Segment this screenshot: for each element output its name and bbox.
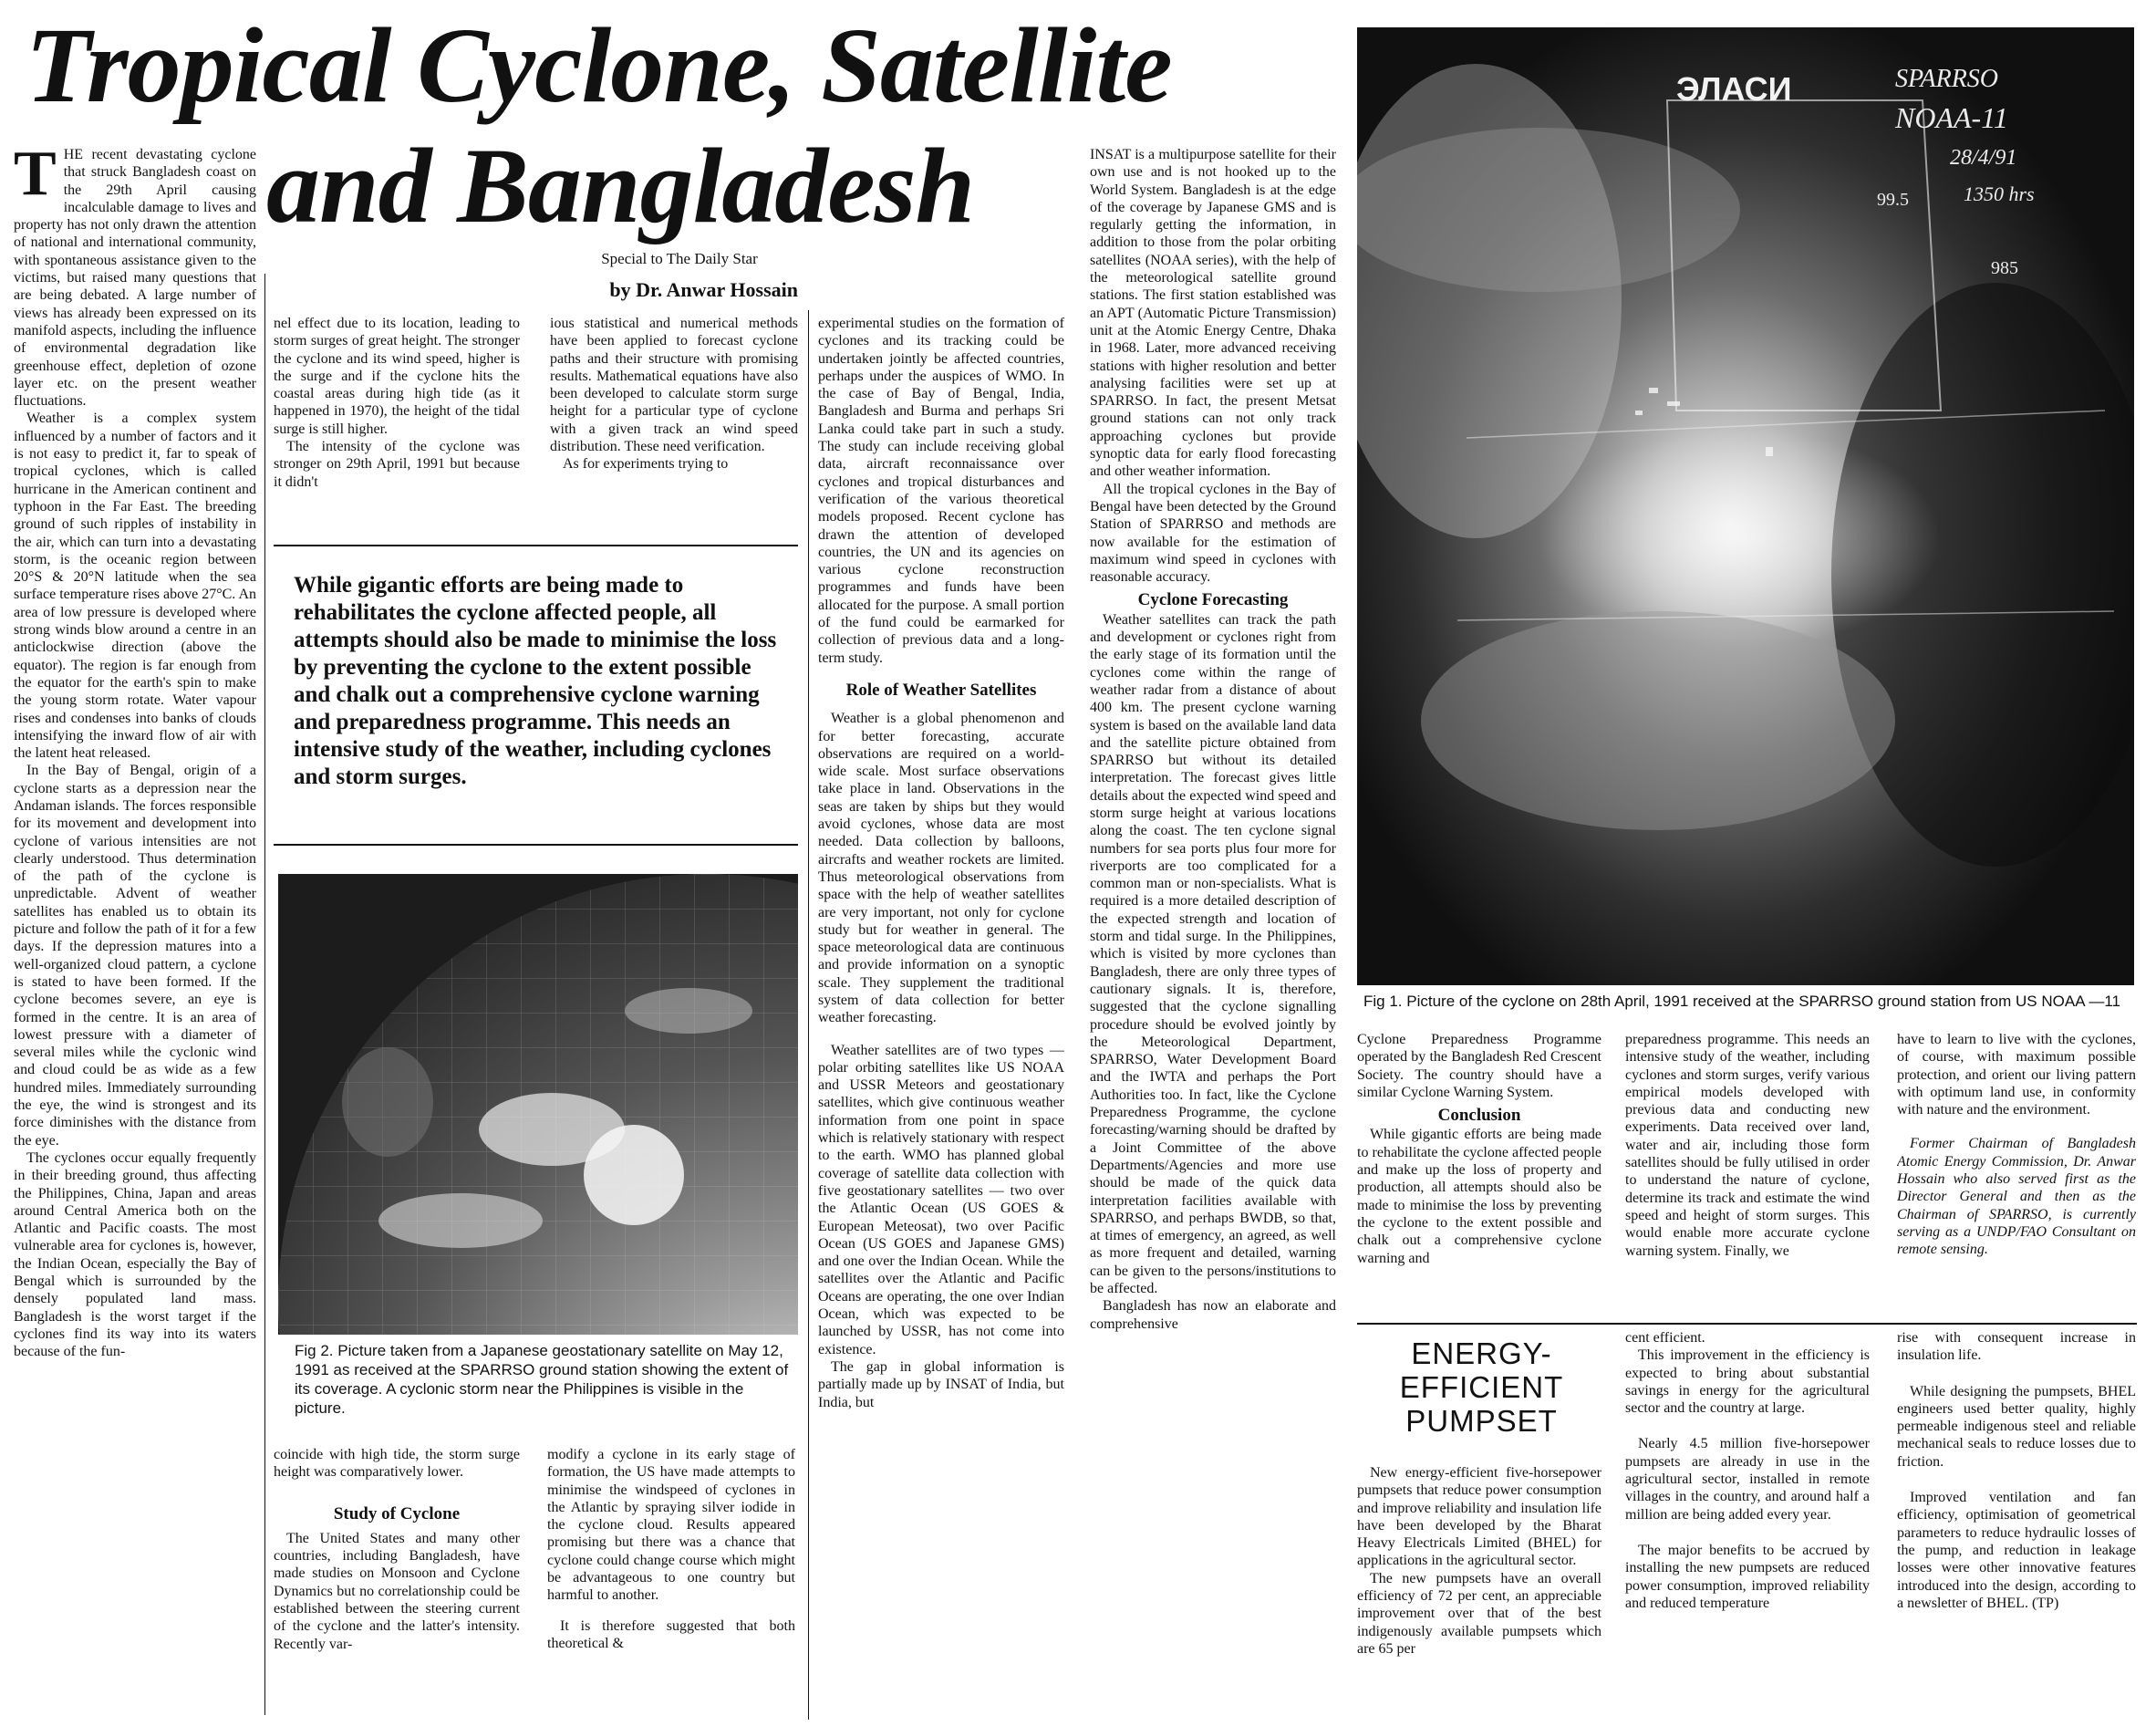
forecast-heading: Cyclone Forecasting	[1137, 590, 1289, 610]
fig1-annotation-satellite: NOAA-11	[1895, 101, 2008, 134]
section-rule	[1357, 1323, 2137, 1325]
paragraph: rise with consequent increase in insulation life.	[1897, 1330, 2136, 1364]
energy-headline	[1361, 1336, 1602, 1438]
article-column-3-bottom	[547, 1446, 795, 1720]
article-column-7	[1625, 1031, 1870, 1314]
article-column-3-top	[550, 315, 798, 534]
paragraph: cent efficient.	[1625, 1330, 1705, 1346]
paragraph: HE recent devastating cyclone that struck Bangladesh coast on the 29th April causing incalculable damage to lives and property has not only drawn the attention of national and international community, with spontaneous assistance given to the victims, but raised many questions that are being debated. A large number of views has already been expressed on its manifold aspects, including the influence of environmental degradation like greenhouse effect, depletion of ozone layer etc. on the present weather fluctuations.	[14, 147, 256, 410]
column-rule	[264, 274, 265, 1715]
energy-column-2	[1625, 1329, 1870, 1724]
paragraph: The United States and many other countries, including Bangladesh, have made studies on Monsoon and Cyclone Dynamics but no correlationship could be established between the steering current of the cyclone and the latter's intensity. Recently var-	[274, 1530, 520, 1652]
fig1-annotation-station: SPARRSO	[1895, 65, 1999, 93]
energy-column-3	[1897, 1329, 2136, 1724]
conclusion-heading: Conclusion	[1437, 1106, 1521, 1126]
fig1-annotation-pressure-2: 985	[1991, 258, 2018, 278]
article-column-2-bottom	[274, 1446, 520, 1720]
role-heading: Role of Weather Satellites	[845, 680, 1037, 700]
paragraph: modify a cyclone in its early stage of formation, the US have made attempts to minimise the windspeed of cyclones in the Atlantic by spraying silver iodide in the cyclone cloud. Results appeared promising but there was a chance that cyclone could change course which might be advantageous to one country but harmful to another.	[547, 1447, 795, 1604]
paragraph: New energy-efficient five-horsepower pumpsets that reduce power consumption and improve reliability and insulation life have been developed by the Bharat Heavy Electricals Limited (BHEL) for applications in the agricultural sector.	[1357, 1465, 1601, 1569]
paragraph: As for experiments trying to	[563, 456, 729, 473]
paragraph: preparedness programme. This needs an intensive study of the weather, including cyclones and storm surges, verify various empirical models developed with previous data and conducting new experiments. Data received over land, water and air, including those form satellites should be fully utilised in order to understand the nature of cyclone, determine its track and estimate the wind speed and height of storm surges. This would enable more accurate cyclone warning system. Finally, we	[1625, 1032, 1870, 1259]
cyclone-satellite-image	[1357, 27, 2134, 985]
energy-headline-line: ENERGY-	[1411, 1336, 1552, 1370]
paragraph: Nearly 4.5 million five-horsepower pumpsets are already in use in the agricultural sector, installed in remote villages in the country, and around half a million are being added every year.	[1625, 1436, 1870, 1523]
headline-line-2: and Bangladesh	[266, 126, 975, 245]
fig1-annotation-label: ЭЛАСИ	[1676, 70, 1792, 108]
paragraph: All the tropical cyclones in the Bay of Bengal have been detected by the Ground Station of SPARRSO and methods are now available for the estimation of maximum wind speed in cyclones with reasonable accuracy.	[1090, 481, 1336, 586]
paragraph: It is therefore suggested that both theoretical &	[547, 1617, 795, 1651]
energy-column-1	[1357, 1464, 1601, 1724]
paragraph: Improved ventilation and fan efficiency, optimisation of geometrical parameters to reduce hydraulic losses of the pump, and reduction in leakage losses were other innovative features introduced into the design, according to a newsletter of BHEL. (TP)	[1897, 1490, 2136, 1611]
paragraph: The major benefits to be accrued by installing the new pumpsets are reduced power consumption, improved reliability and reduced temperature	[1625, 1542, 1870, 1611]
paragraph: nel effect due to its location, leading to storm surges of great height. The stronger the cyclone and its wind speed, higher is the surge and if the cyclone hits the coastal areas during high tide (as it happened in 1970), the height of the tidal surge is still higher.	[274, 316, 520, 437]
paragraph: This improvement in the efficiency is expected to bring about substantial savings in energy for the agricultural sector and the country at large.	[1625, 1347, 1870, 1417]
fig2-caption: Fig 2. Picture taken from a Japanese geostationary satellite on May 12, 1991 as received at the SPARRSO ground station showing the extent of its coverage. A cyclonic storm near the Philippines is visible in the picture.	[295, 1342, 789, 1417]
paragraph: Cyclone Preparedness Programme operated by the Bangladesh Red Crescent Society. The country should have a similar Cyclone Warning System.	[1357, 1032, 1601, 1100]
article-column-8	[1897, 1031, 2136, 1314]
earth-globe-image	[278, 874, 798, 1335]
pullquote-rule-top	[274, 545, 798, 546]
paragraph: Weather is a complex system influenced by a number of factors and it is not easy to predict it, far to speak of tropical cyclones, which is called hurricane in the American continent and typhoon in the Far East. The breeding ground of such ripples of instability in the air, which can turn into a devastating storm, is the oceanic region between 20°S & 20°N latitude when the sea surface temperature rises above 27°C. An area of low pressure is developed where strong winds blow around a centre in an anticlockwise direction (above the equator). The region is far enough from the equator for the earth's spin to make the young storm rotate. Water vapour rises and condenses into banks of clouds intensifying the inward flow of air with the latent heat released.	[14, 411, 256, 762]
paragraph: INSAT is a multipurpose satellite for their own use and is not hooked up to the World System. Bangladesh is at the edge of the coverage by Japanese GMS and is regularly getting the information, in addition to those from the polar orbiting satellites (NOAA series), with the help of the meteorological satellite ground stations. The first station established was an APT (Automatic Picture Transmission) unit at the Atomic Energy Centre, Dhaka in 1968. Later, more advanced receiving stations with higher resolution and better analysing facilities were set up at SPARRSO. In fact, the present Metsat ground stations can not only track approaching cyclones but provide synoptic data for early flood forecasting and other weather information.	[1090, 147, 1336, 480]
paragraph: The cyclones occur equally frequently in their breeding ground, thus affecting the Philippines, China, Japan and areas around Central America both on the Atlantic and Pacific coasts. The most vulnerable area for cyclones is, however, the Indian Ocean, especially the Bay of Bengal which is surrounded by the densely populated land mass. Bangladesh is the worst target if the cyclones find its way into its waters because of the fun-	[14, 1149, 256, 1360]
paragraph: Bangladesh has now an elaborate and comprehensive	[1090, 1298, 1336, 1332]
fig1-caption: Fig 1. Picture of the cyclone on 28th April, 1991 received at the SPARRSO ground station from US NOAA —11	[1363, 993, 2120, 1010]
pullquote-rule-bottom	[274, 844, 798, 846]
paragraph: In the Bay of Bengal, origin of a cyclone starts as a depression near the Andaman islands. The forces responsible for its movement and development into cyclone of various intensities are not clearly understood. Thus determination of the path of the cyclone is unpredictable. Advent of weather satellites has enabled us to obtain its picture and follow the path of it for a few days. If the depression matures into a well-organized cloud pattern, a cyclone is stated to have been formed. If the cyclone becomes severe, an eye is formed in the centre. It is an area of lowest pressure with a diameter of several miles while the cyclonic wind and cloud could be as wide as a few hundred miles. Immediately surrounding the eye, the wind is strongest and its force diminishes with the distance from the eye.	[14, 763, 256, 1149]
paragraph: experimental studies on the formation of cyclones and its tracking could be undertaken jointly be affected countries, perhaps under the auspices of WMO. In the case of Bay of Bengal, India, Bangladesh and Burma and perhaps Sri Lanka could take part in such a study. The study can include receiving global data, aircraft reconnaissance over cyclones and tropical disturbances and verification of the various theoretical models proposed. Recent cyclone has drawn the attention of developed countries, the UN and its agencies on various cyclone reconstruction programmes and funds have been allocated for the purpose. A small portion of the fund could be earmarked for collection of previous data and a long-term study.	[818, 316, 1064, 666]
headline-line-1: Tropical Cyclone, Satellite	[26, 5, 1172, 125]
paragraph: coincide with high tide, the storm surge height was comparatively lower.	[274, 1447, 520, 1481]
paragraph: The intensity of the cyclone was stronger on 29th April, 1991 but because it didn't	[274, 439, 520, 490]
fig1-annotation-time: 1350 hrs	[1964, 182, 2035, 205]
fig1-annotation-pressure-1: 99.5	[1877, 190, 1909, 210]
byline: by Dr. Anwar Hossain	[609, 278, 798, 301]
paragraph: The gap in global information is partially made up by INSAT of India, but India, but	[818, 1358, 1064, 1410]
fig1-cyclone-photo	[1357, 27, 2134, 985]
special-credit: Special to The Daily Star	[601, 250, 758, 267]
paragraph: The new pumpsets have an overall efficiency of 72 per cent, an appreciable improvement over that of the best indigenously available pumpsets which are 65 per	[1357, 1570, 1601, 1657]
paragraph: ious statistical and numerical methods have been applied to forecast cyclone paths and their structure with promising results. Mathematical equations have also been developed to calculate storm surge height for a particular type of cyclone with a given track an wind speed distribution. These need verification.	[550, 316, 798, 455]
article-column-6	[1357, 1031, 1601, 1314]
study-heading: Study of Cyclone	[333, 1503, 461, 1523]
pull-quote: While gigantic efforts are being made to rehabilitates the cyclone affected people, all attempts should also be made to minimise the loss by preventing the cyclone to the extent possible and chalk out a comprehensive cyclone warning and preparedness programme. This needs an intensive study of the weather, including cyclones and storm surges.	[294, 573, 777, 789]
fig1-annotation-date: 28/4/91	[1950, 146, 2017, 170]
paragraph: Weather is a global phenomenon and for better forecasting, accurate observations are required on a world-wide scale. Most surface observations take place in land. Observations in the seas are taken by ships but they would avoid cyclones, whose data are most needed. Data collection by balloons, aircrafts and weather rockets are limited. Thus meteorological observations from space with the help of weather satellites are very important, not only for cyclone study but for weather in general. The space meteorological data are continuous and provide information on a synoptic scale. They supplement the traditional system of data collection for better weather forecasting.	[818, 711, 1064, 1026]
article-column-1	[14, 146, 256, 1720]
author-bio: Former Chairman of Bangladesh Atomic Energy Commission, Dr. Anwar Hossain who also served first as the Director General and then as the Chairman of SPARRSO, is currently serving as a UNDP/FAO Consultant on remote sensing.	[1897, 1136, 2136, 1258]
column-rule	[808, 310, 809, 1720]
paragraph: Weather satellites can track the path and development or cyclones right from the early stage of its formation until the cyclones come within the range of weather radar from a distance of about 400 km. The present cyclone warning system is based on the available land data and the satellite picture obtained from SPARRSO but without its detailed interpretation. The forecast gives little details about the expected wind speed and storm surge height at various locations along the coast. The ten cyclone signal numbers for sea ports plus four more for riverports are too complicated for a common man or non-specialists. What is required is a more detailed description of the expected strength and location of storm and tidal surge. In the Philippines, which is visited by more cyclones than Bangladesh, there are only three types of cautionary signals. It is, therefore, suggested that the cyclone signalling procedure should be evolved jointly by the Meteorological Department, SPARRSO, Water Development Board and the IWTA and perhaps the Port Authorities too. In fact, like the Cyclone Preparedness Programme, the cyclone forecasting/warning should be drafted by a Joint Committee of the above Departments/Agencies and more use should be made of the quick data interpretation facilities available with SPARRSO, and perhaps BWDB, so that, at times of emergency, an agreed, as well as more frequent and detailed, warning can be given to the persons/institutions to be affected.	[1090, 611, 1336, 1296]
article-column-5	[1090, 146, 1336, 1720]
article-column-4	[818, 315, 1064, 1720]
energy-headline-line: EFFICIENT	[1399, 1370, 1564, 1404]
paragraph: have to learn to live with the cyclones, of course, with maximum possible protection, and orient our living pattern with optimum land use, in conformity with nature and the environment.	[1897, 1032, 2136, 1118]
paragraph: Weather satellites are of two types — polar orbiting satellites like US NOAA and USSR Meteors and geostationary satellites, which give continuous weather information from one point in space which is relatively stationary with respect to the earth. WMO has planned global coverage of satellite data collection with five geostationary satellites — two over the Atlantic Ocean (US GOES & European Meteosat), two over Pacific Ocean (US GOES and Japanese GMS) and one over the Indian Ocean. While the satellites over the Atlantic and Pacific Oceans are operating, the one over Indian Ocean, which was expected to be launched by USSR, has not come into existence.	[818, 1042, 1064, 1357]
energy-headline-line: PUMPSET	[1405, 1404, 1558, 1438]
paragraph: While gigantic efforts are being made to rehabilitate the cyclone affected people and make up the loss of property and production, all attempts should also be made to minimise the loss by preventing the cyclone to the extent possible and chalk out a comprehensive cyclone warning and	[1357, 1127, 1601, 1266]
drop-cap: T	[14, 146, 57, 209]
paragraph: While designing the pumpsets, BHEL engineers used better quality, highly permeable indigenous steel and reliable mechanical seals to reduce losses due to friction.	[1897, 1383, 2136, 1470]
article-column-2-top	[274, 315, 520, 534]
fig2-satellite-photo	[278, 874, 798, 1335]
